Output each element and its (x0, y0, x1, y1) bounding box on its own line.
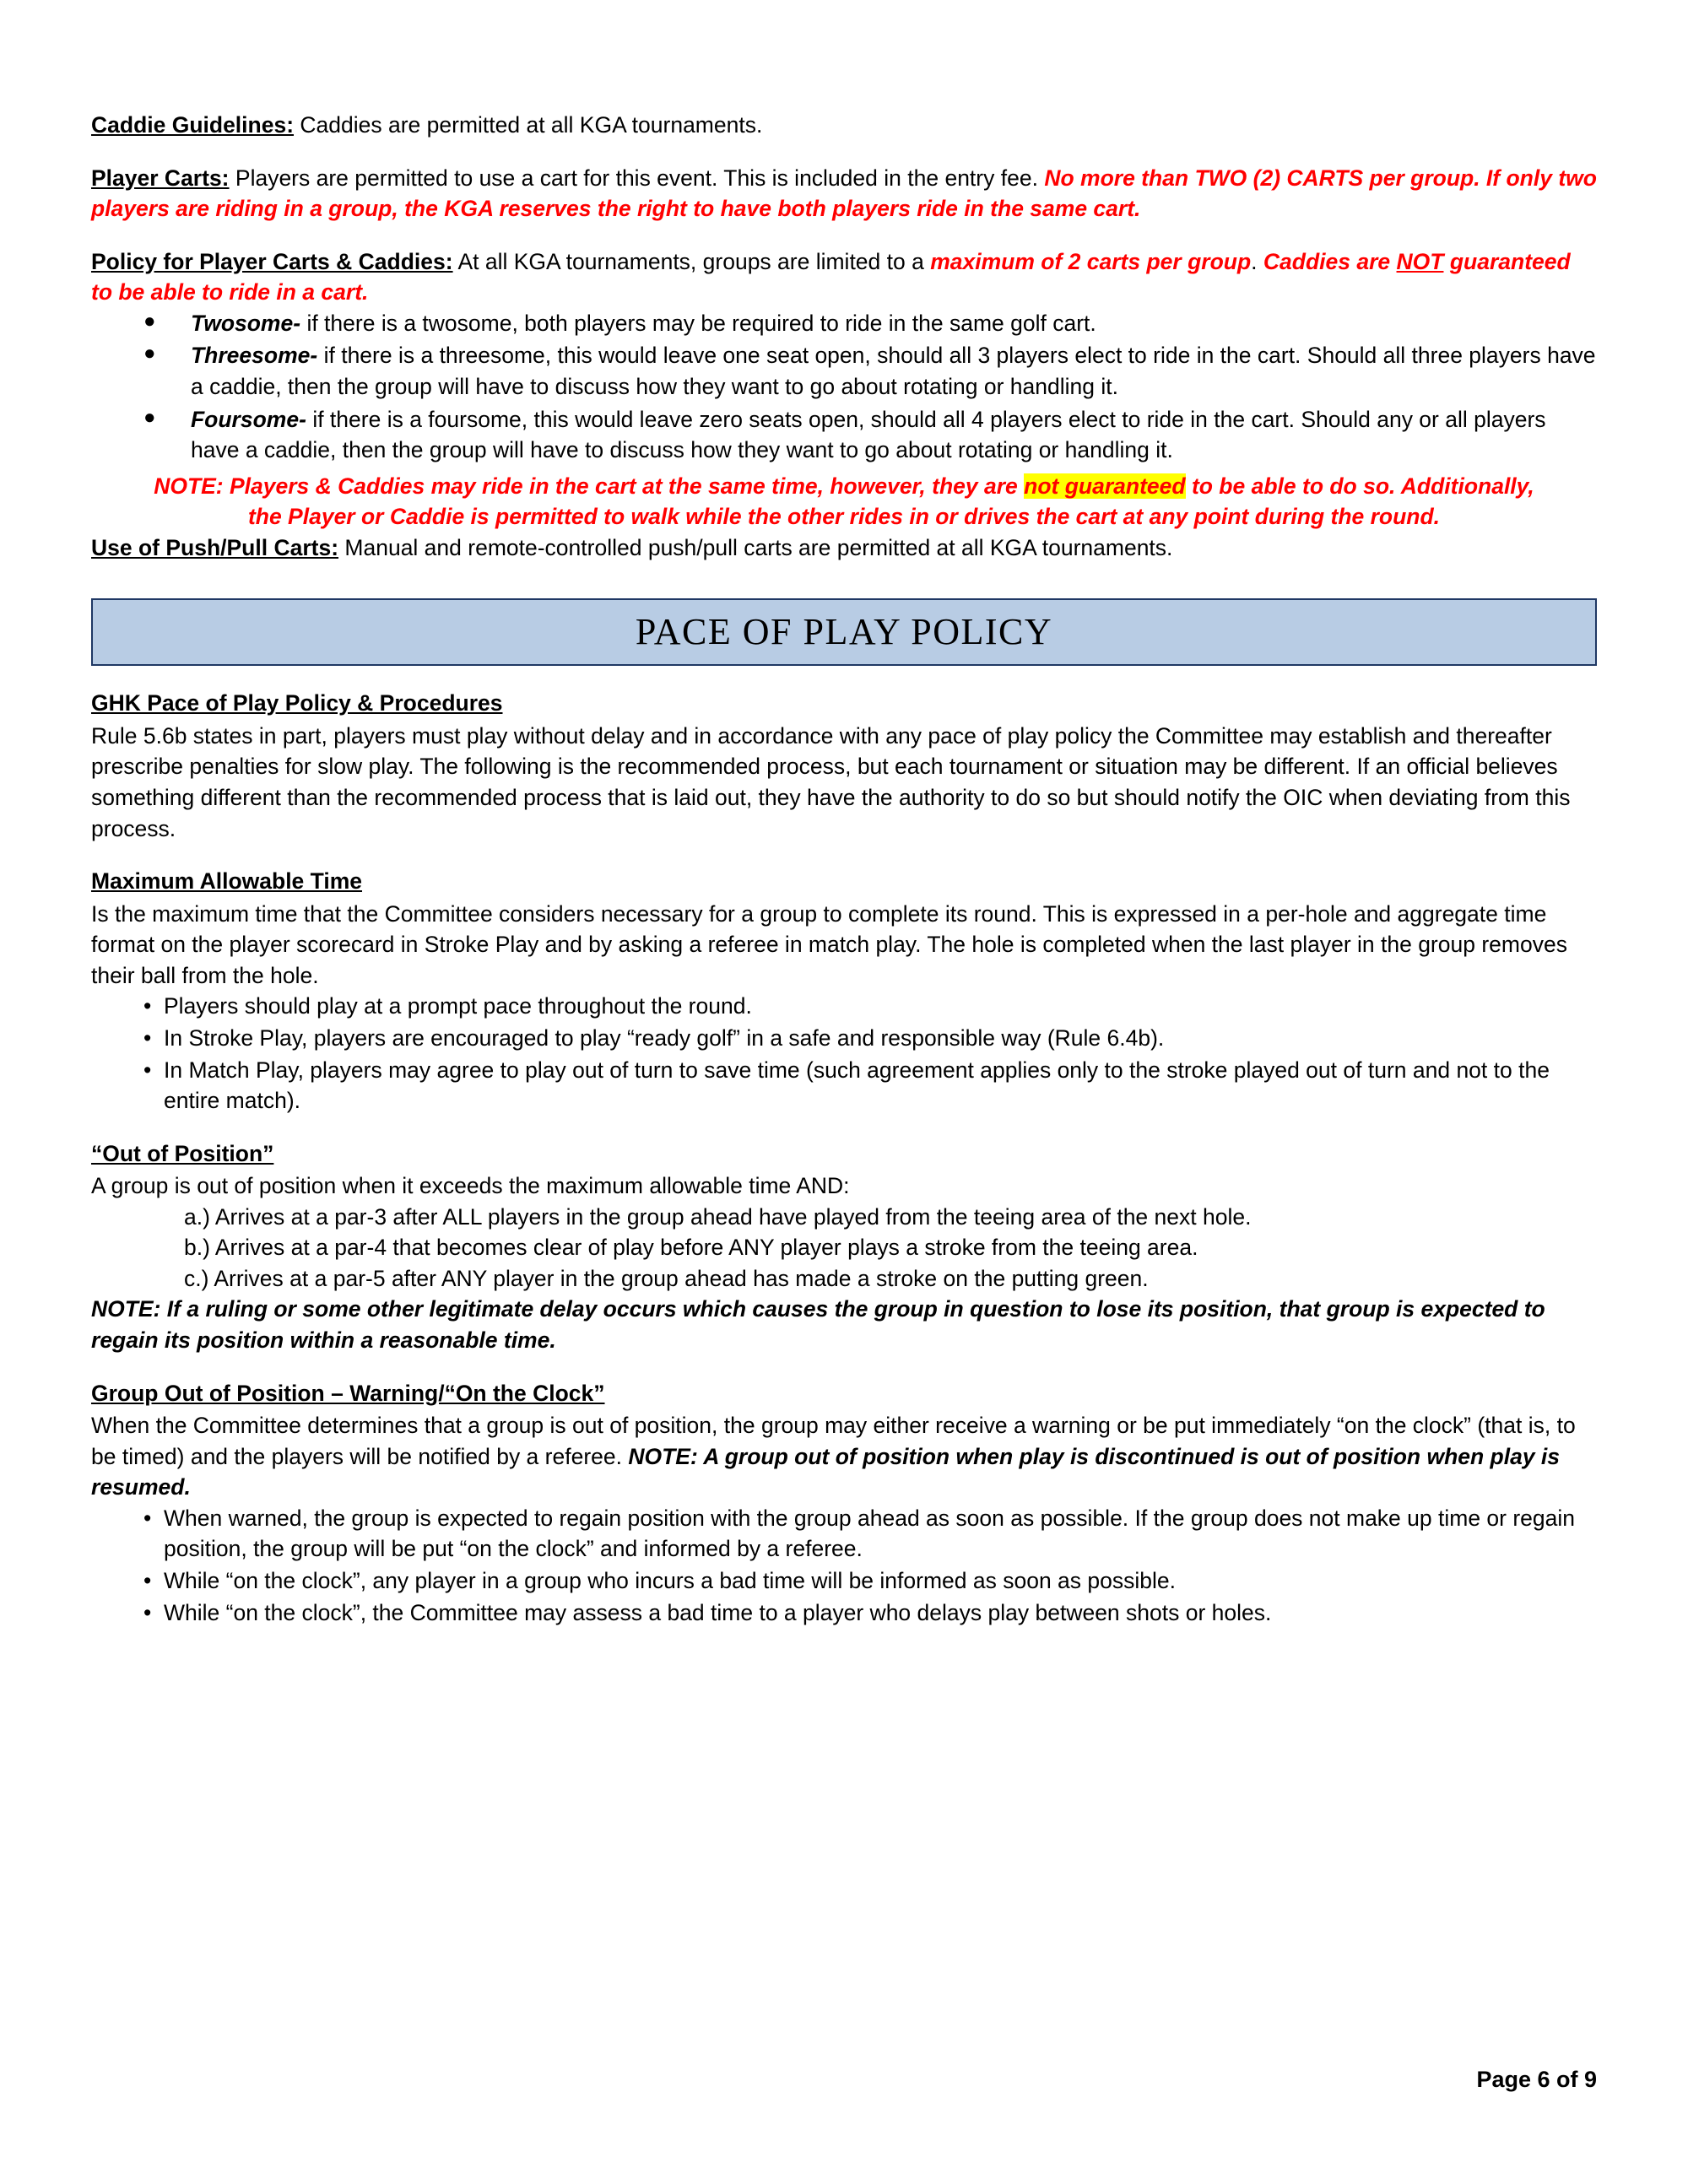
policy-note (138, 471, 1550, 532)
bullet-text: Players should play at a prompt pace throughout the round. (164, 993, 752, 1019)
list-item (91, 1565, 1597, 1597)
bullet-term: Foursome- (191, 406, 306, 432)
group-out-of-position-body (91, 1410, 1597, 1503)
policy-note-part-1: NOTE: Players & Caddies may ride in the cart at the same time, however, they are (154, 473, 1018, 499)
document-body (91, 110, 1597, 1628)
bullet-dot-icon: • (143, 1505, 152, 1531)
bullet-text: if there is a threesome, this would leave one seat open, should all 3 players elect to ride in the cart. Should all three players have a caddie, then the group will have to discuss how they want to go about rotating or handling it. (191, 343, 1596, 399)
pace-of-play-banner (91, 598, 1597, 666)
group-out-of-position-body-note: NOTE: A group out of position when play is discontinued is out of position when play is resumed. (91, 1443, 1561, 1500)
player-carts-text: Players are permitted to use a cart for this event. This is included in the entry fee. (235, 165, 1038, 191)
out-of-position-item-a: a.) Arrives at a par-3 after ALL players in the group ahead have played from the teeing area of the next hole. (184, 1203, 1252, 1230)
bullet-dot-icon: • (143, 1599, 152, 1625)
policy-red-max-carts: maximum of 2 carts per group (930, 248, 1252, 274)
list-item (91, 404, 1597, 466)
group-out-of-position-bullets (91, 1503, 1597, 1628)
out-of-position-item-b: b.) Arrives at a par-4 that becomes clear of play before ANY player plays a stroke from the teeing area. (184, 1235, 1198, 1261)
list-item (91, 991, 1597, 1022)
policy-red-not: NOT (1396, 248, 1444, 274)
bullet-dot-icon: ● (143, 309, 156, 332)
caddie-guidelines-heading: Caddie Guidelines: (91, 112, 295, 138)
bullet-dot-icon: ● (143, 342, 156, 365)
ghk-pace-heading: GHK Pace of Play Policy & Procedures (91, 690, 503, 716)
policy-note-part-2: to be able to do so. Additionally, the Player or Caddie is permitted to walk while the other rides in or drives the cart at any point during the round. (247, 473, 1534, 530)
bullet-text: if there is a twosome, both players may be required to ride in the same golf cart. (306, 310, 1096, 336)
list-item (91, 1023, 1597, 1054)
bullet-dot-icon: • (143, 993, 152, 1019)
bullet-text: In Stroke Play, players are encouraged to play “ready golf” in a safe and responsible way (Rule 6.4b). (164, 1024, 1165, 1051)
policy-player-carts-heading: Policy for Player Carts & Caddies: (91, 248, 453, 274)
list-item (91, 1597, 1597, 1629)
policy-red-guaranteed: guaranteed to be able to ride in a cart. (91, 248, 1571, 305)
policy-red-caddies-are: Caddies are (1263, 248, 1391, 274)
policy-period: . (1251, 248, 1258, 274)
bullet-text: When warned, the group is expected to regain position with the group ahead as soon as possible. If the group does not make up time or regain position, the group will be put “on the clock” and informed by a referee. (164, 1505, 1576, 1562)
bullet-dot-icon: ● (143, 405, 156, 429)
ghk-pace-section (91, 688, 1597, 844)
bullet-dot-icon: • (143, 1567, 152, 1593)
list-item (91, 308, 1597, 339)
out-of-position-note: NOTE: If a ruling or some other legitimate delay occurs which causes the group in question to lose its position, that group is expected to regain its position within a reasonable time. (91, 1296, 1545, 1353)
player-carts-paragraph (91, 163, 1597, 224)
policy-player-carts-text: At all KGA tournaments, groups are limited to a (457, 248, 924, 274)
group-out-of-position-section (91, 1378, 1597, 1629)
policy-note-highlight: not guaranteed (1024, 473, 1186, 499)
maximum-allowable-time-bullets (91, 991, 1597, 1116)
group-out-of-position-body-text: When the Committee determines that a group is out of position, the group may either receive a warning or be put immediately “on the clock” (that is, to be timed) and the players will be notified by a referee. (91, 1413, 1576, 1469)
maximum-allowable-time-body: Is the maximum time that the Committee considers necessary for a group to complete its round. This is expressed in a per-hole and aggregate time format on the player scorecard in Stroke Play and by asking a referee in match play. The hole is completed when the last player in the group removes their ball from the hole. (91, 900, 1567, 988)
policy-bullet-list (91, 308, 1597, 466)
policy-player-carts-paragraph (91, 246, 1597, 308)
page-number-footer: Page 6 of 9 (1476, 2067, 1597, 2092)
bullet-text: While “on the clock”, any player in a group who incurs a bad time will be informed as soon as possible. (164, 1567, 1176, 1593)
bullet-dot-icon: • (143, 1057, 152, 1083)
banner-title: PACE OF PLAY POLICY (635, 610, 1053, 652)
bullet-text: In Match Play, players may agree to play out of turn to save time (such agreement applies only to the stroke played out of turn and not to the entire match). (164, 1057, 1550, 1114)
push-pull-carts-paragraph (91, 532, 1597, 564)
push-pull-carts-text: Manual and remote-controlled push/pull carts are permitted at all KGA tournaments. (344, 534, 1173, 560)
bullet-term: Twosome- (191, 310, 301, 336)
player-carts-red-text: No more than TWO (2) CARTS per group. If only two players are riding in a group, the KGA reserves the right to have both players ride in the same cart. (91, 165, 1597, 222)
list-item (91, 1055, 1597, 1116)
caddie-guidelines-text: Caddies are permitted at all KGA tournaments. (300, 112, 763, 138)
group-out-of-position-heading: Group Out of Position – Warning/“On the Clock” (91, 1380, 605, 1406)
out-of-position-body: A group is out of position when it exceeds the maximum allowable time AND: (91, 1173, 850, 1199)
bullet-term: Threesome- (191, 343, 318, 369)
out-of-position-item-c: c.) Arrives at a par-5 after ANY player in the group ahead has made a stroke on the putting green. (184, 1265, 1149, 1291)
out-of-position-section (91, 1138, 1597, 1356)
bullet-text: if there is a foursome, this would leave zero seats open, should all 4 players elect to ride in the cart. Should any or all players have a caddie, then the group will have to discuss how they want to go about rotating or handling it. (191, 406, 1546, 463)
ghk-pace-body: Rule 5.6b states in part, players must play without delay and in accordance with any pace of play policy the Committee may establish and thereafter prescribe penalties for slow play. The following is the recommended process, but each tournament or situation may be different. If an official believes something different than the recommended process that is laid out, they have the authority to do so but should notify the OIC when deviating from this process. (91, 722, 1571, 841)
list-item (91, 1503, 1597, 1565)
bullet-dot-icon: • (143, 1024, 152, 1051)
out-of-position-heading: “Out of Position” (91, 1140, 274, 1166)
maximum-allowable-time-section (91, 866, 1597, 1116)
push-pull-carts-heading: Use of Push/Pull Carts: (91, 534, 339, 560)
player-carts-heading: Player Carts: (91, 165, 230, 191)
bullet-text: While “on the clock”, the Committee may assess a bad time to a player who delays play between shots or holes. (164, 1599, 1272, 1625)
maximum-allowable-time-heading: Maximum Allowable Time (91, 868, 363, 895)
list-item (91, 340, 1597, 402)
caddie-guidelines-paragraph (91, 110, 1597, 141)
